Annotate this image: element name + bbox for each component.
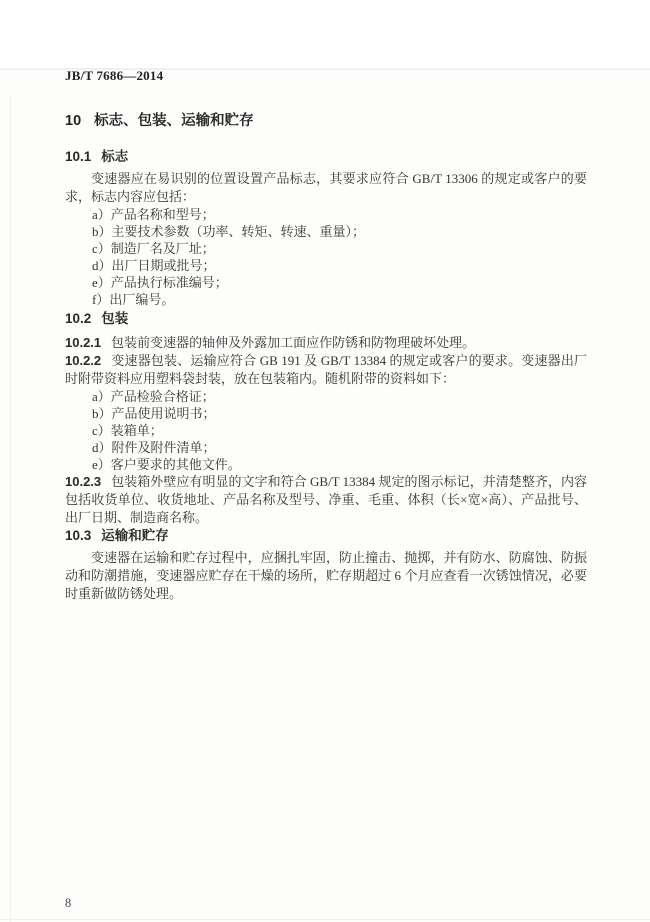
section-10-heading [65, 112, 587, 130]
clause-text: 包装箱外壁应有明显的文字和符合 GB/T 13384 规定的图示标记，并清楚整齐，内容包括收货单位、收货地址、产品名称及型号、净重、毛重、体积（长×宽×高）、产品批号、出厂日期、制造商名称。 [65, 474, 587, 525]
packing-documents-list [65, 388, 587, 473]
clause-number: 10.2.2 [65, 353, 102, 368]
section-10-3-heading [65, 527, 587, 544]
section-10-2-title: 包装 [101, 311, 129, 326]
standard-number-header: JB/T 7686—2014 [65, 68, 164, 83]
list-item: e）客户要求的其他文件。 [92, 457, 241, 472]
section-10-number: 10 [65, 113, 82, 129]
clause-text: 包装前变速器的轴伸及外露加工面应作防锈和防物理破坏处理。 [111, 335, 476, 350]
clause-number: 10.2.3 [65, 474, 102, 489]
document-page [0, 68, 650, 922]
marking-items-list [65, 206, 587, 308]
transport-storage-paragraph: 变速器在运输和贮存过程中，应捆扎牢固，防止撞击、抛掷，并有防水、防腐蚀、防振动和防潮措施，变速器应贮存在干燥的场所，贮存期超过 6 个月应查看一次锈蚀情况，必要时重新做防锈处理。 [65, 550, 587, 601]
section-10-2-number: 10.2 [65, 311, 92, 326]
scan-edge-bottom [0, 919, 650, 920]
section-10-1-number: 10.1 [65, 149, 92, 164]
clause-10-2-2 [65, 352, 587, 388]
section-10-1-heading [65, 148, 587, 165]
list-item: a）产品名称和型号； [92, 207, 215, 222]
list-item: b）产品使用说明书； [92, 406, 216, 421]
list-item: b）主要技术参数（功率、转矩、转速、重量）； [92, 224, 366, 239]
list-item: d）附件及附件清单； [92, 440, 216, 455]
section-10-title: 标志、包装、运输和贮存 [94, 113, 254, 129]
section-10-1-title: 标志 [101, 149, 129, 164]
list-item: c）制造厂名及厂址； [92, 241, 215, 256]
section-10-3-title: 运输和贮存 [101, 528, 169, 543]
clause-text: 变速器包装、运输应符合 GB 191 及 GB/T 13384 的规定或客户的要求。变速器出厂时附带资料应用塑料袋封装，放在包装箱内。随机附带的资料如下： [65, 353, 587, 386]
section-10-2-heading [65, 310, 587, 327]
clause-number: 10.2.1 [65, 335, 102, 350]
list-item: c）装箱单； [92, 423, 163, 438]
list-item: f）出厂编号。 [92, 292, 175, 307]
list-item: d）出厂日期或批号； [92, 258, 216, 273]
list-item: e）产品执行标准编号； [92, 275, 228, 290]
clause-10-2-1 [65, 334, 587, 352]
list-item: a）产品检验合格证； [92, 389, 215, 404]
page-number: 8 [65, 896, 72, 910]
marking-intro-paragraph: 变速器应在易识别的位置设置产品标志，其要求应符合 GB/T 13306 的规定或客户的要求，标志内容应包括： [65, 171, 587, 204]
page-content [0, 68, 650, 603]
clause-10-2-3 [65, 473, 587, 527]
section-10-3-number: 10.3 [65, 528, 92, 543]
